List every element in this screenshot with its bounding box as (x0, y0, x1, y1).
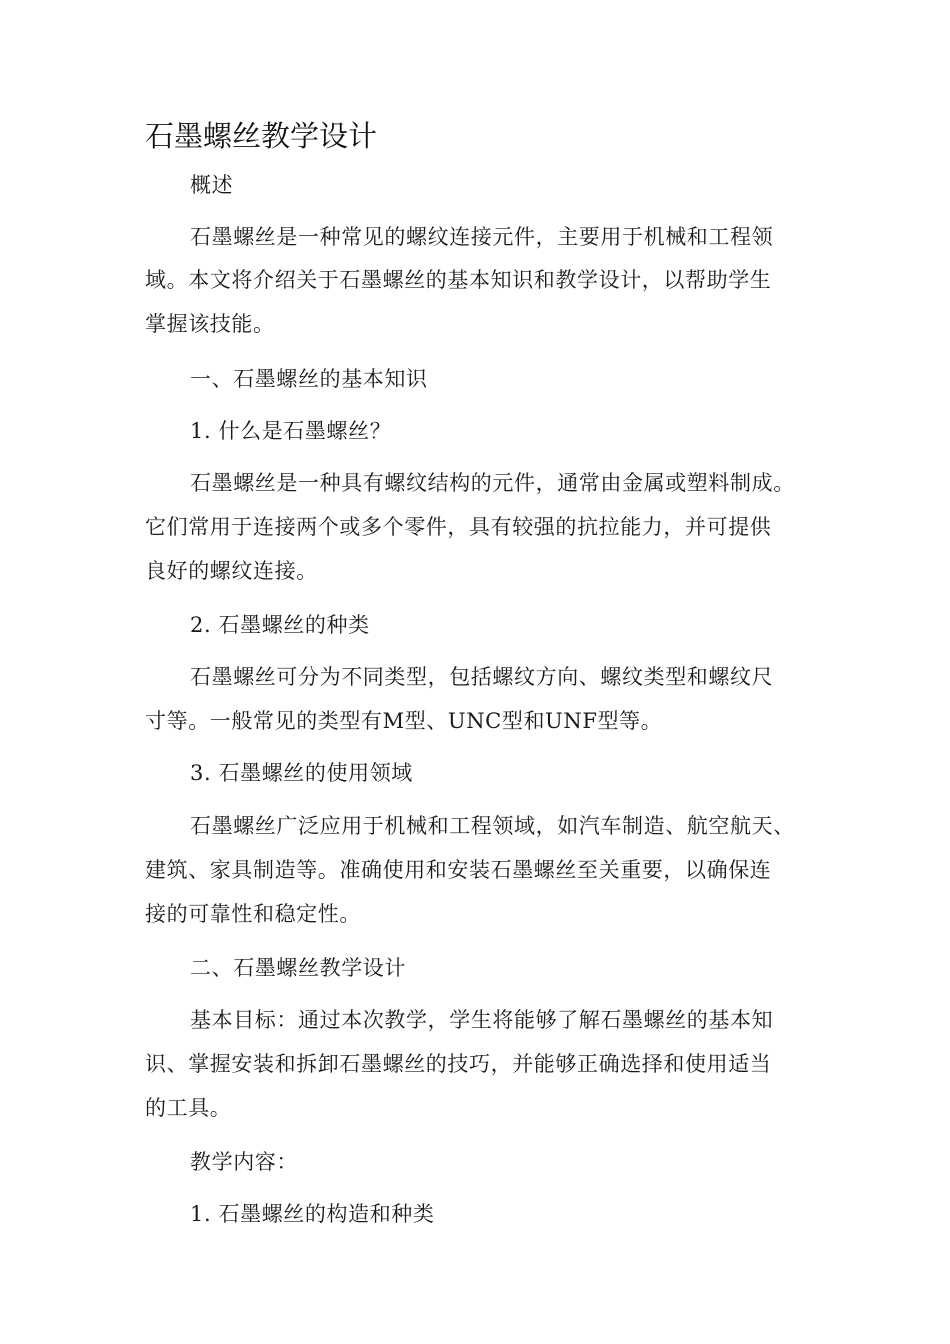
subheading-1-2: 2. 石墨螺丝的种类 (190, 613, 370, 637)
paragraph-what-line-2: 它们常用于连接两个或多个零件，具有较强的抗拉能力，并可提供 (145, 515, 772, 539)
heading-overview: 概述 (190, 173, 234, 197)
subheading-1-1: 1. 什么是石墨螺丝？ (190, 419, 392, 443)
section-heading-1: 一、石墨螺丝的基本知识 (190, 367, 428, 391)
paragraph-what-line-3: 良好的螺纹连接。 (145, 559, 318, 583)
document-title: 石墨螺丝教学设计 (145, 119, 378, 153)
paragraph-goal-line-2: 识、掌握安装和拆卸石墨螺丝的技巧，并能够正确选择和使用适当 (145, 1052, 772, 1076)
paragraph-types-line-2: 寸等。一般常见的类型有M型、UNC型和UNF型等。 (145, 709, 663, 733)
heading-teaching-content: 教学内容： (190, 1150, 298, 1174)
section-heading-2: 二、石墨螺丝教学设计 (190, 956, 406, 980)
paragraph-intro-line-1: 石墨螺丝是一种常见的螺纹连接元件，主要用于机械和工程领 (190, 225, 774, 249)
paragraph-intro-line-2: 域。本文将介绍关于石墨螺丝的基本知识和教学设计，以帮助学生 (145, 268, 772, 292)
subheading-2-1: 1. 石墨螺丝的构造和种类 (190, 1202, 435, 1226)
paragraph-goal-line-1: 基本目标：通过本次教学，学生将能够了解石墨螺丝的基本知 (190, 1008, 774, 1032)
paragraph-goal-line-3: 的工具。 (145, 1096, 232, 1120)
paragraph-usage-line-1: 石墨螺丝广泛应用于机械和工程领域，如汽车制造、航空航天、 (190, 814, 795, 838)
paragraph-usage-line-3: 接的可靠性和稳定性。 (145, 902, 361, 926)
paragraph-usage-line-2: 建筑、家具制造等。准确使用和安装石墨螺丝至关重要，以确保连 (145, 858, 772, 882)
paragraph-intro-line-3: 掌握该技能。 (145, 312, 275, 336)
paragraph-types-line-1: 石墨螺丝可分为不同类型，包括螺纹方向、螺纹类型和螺纹尺 (190, 665, 774, 689)
subheading-1-3: 3. 石墨螺丝的使用领域 (190, 761, 413, 785)
paragraph-what-line-1: 石墨螺丝是一种具有螺纹结构的元件，通常由金属或塑料制成。 (190, 471, 795, 495)
